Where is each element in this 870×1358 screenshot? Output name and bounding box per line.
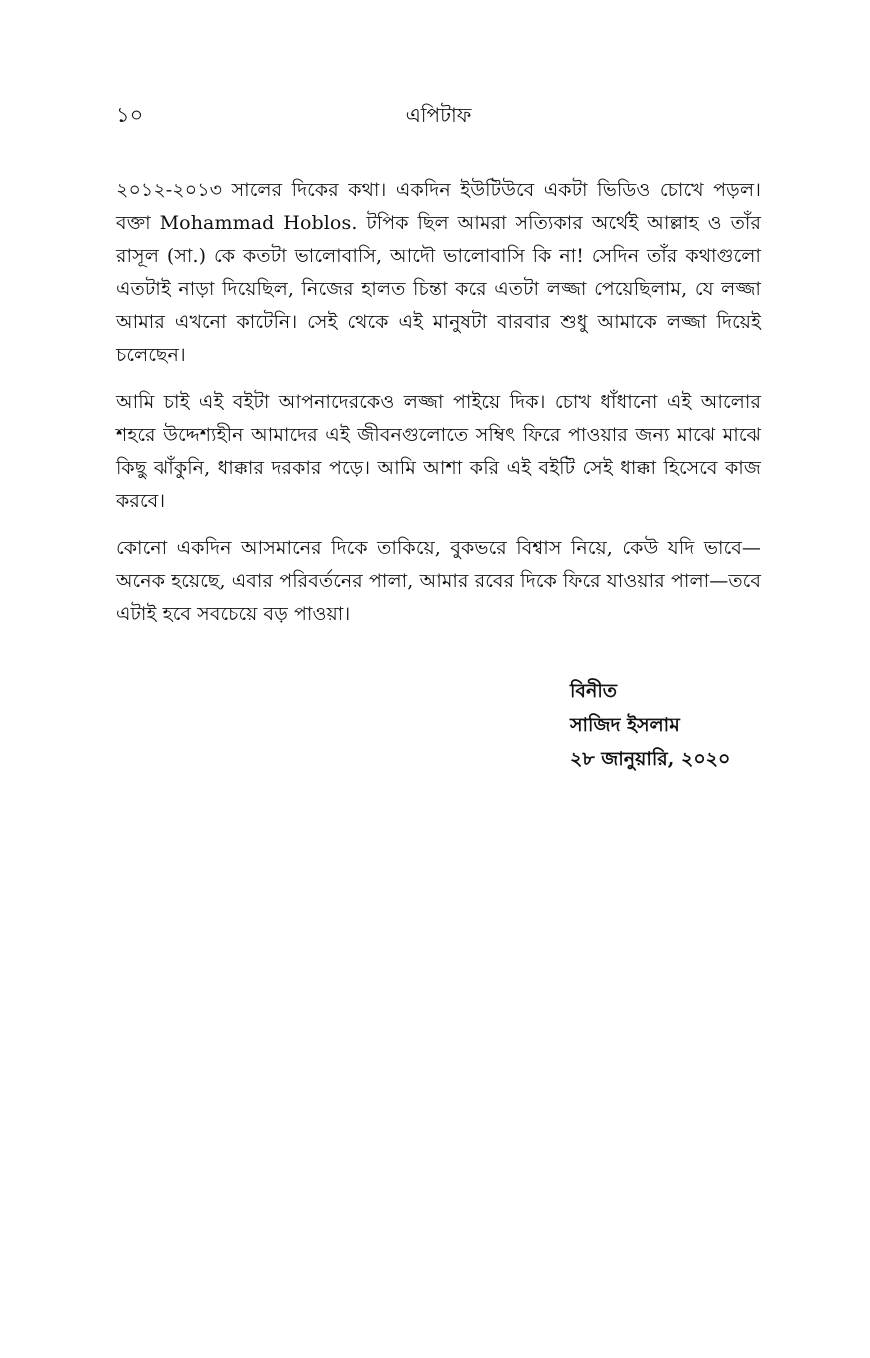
signature-block xyxy=(570,674,810,776)
signature-author: সাজিদ ইসলাম xyxy=(570,714,680,736)
running-title: এপিটাফ xyxy=(405,103,472,127)
signature-closing: বিনীত xyxy=(570,680,618,702)
signature-date: ২৮ জানুয়ারি, ২০২০ xyxy=(570,748,731,770)
page-header xyxy=(116,100,761,136)
body-text xyxy=(116,174,761,645)
paragraph-2: আমি চাই এই বইটা আপনাদেরকেও লজ্জা পাইয়ে দিক। চোখ ধাঁধানো এই আলোর শহরে উদ্দেশ্যহীন আমাদের এই জীবনগুলোতে সম্বিৎ ফিরে পাওয়ার জন্য মাঝে মাঝে কিছু ঝাঁকুনি, ধাক্কার দরকার পড়ে। আমি আশা করি এই বইটি সেই ধাক্কা হিসেবে কাজ করবে। xyxy=(116,391,761,512)
page-number: ১০ xyxy=(116,103,144,127)
paragraph-1: ২০১২-২০১৩ সালের দিকের কথা। একদিন ইউটিউবে একটা ভিডিও চোখে পড়ল। বক্তা Mohammad Hoblos. টপিক ছিল আমরা সত্যিকার অর্থেই আল্লাহ ও তাঁর রাসূল (সা.) কে কতটা ভালোবাসি, আদৌ ভালোবাসি কি না! সেদিন তাঁর কথাগুলো এতটাই নাড়া দিয়েছিল, নিজের হালত চিন্তা করে এতটা লজ্জা পেয়েছিলাম, যে লজ্জা আমার এখনো কাটেনি। সেই থেকে এই মানুষটা বারবার শুধু আমাকে লজ্জা দিয়েই চলেছেন। xyxy=(116,179,761,366)
paragraph-3: কোনো একদিন আসমানের দিকে তাকিয়ে, বুকভরে বিশ্বাস নিয়ে, কেউ যদি ভাবে—অনেক হয়েছে, এবার পরিবর্তনের পালা, আমার রবের দিকে ফিরে যাওয়ার পালা—তবে এটাই হবে সবচেয়ে বড় পাওয়া। xyxy=(116,537,761,625)
